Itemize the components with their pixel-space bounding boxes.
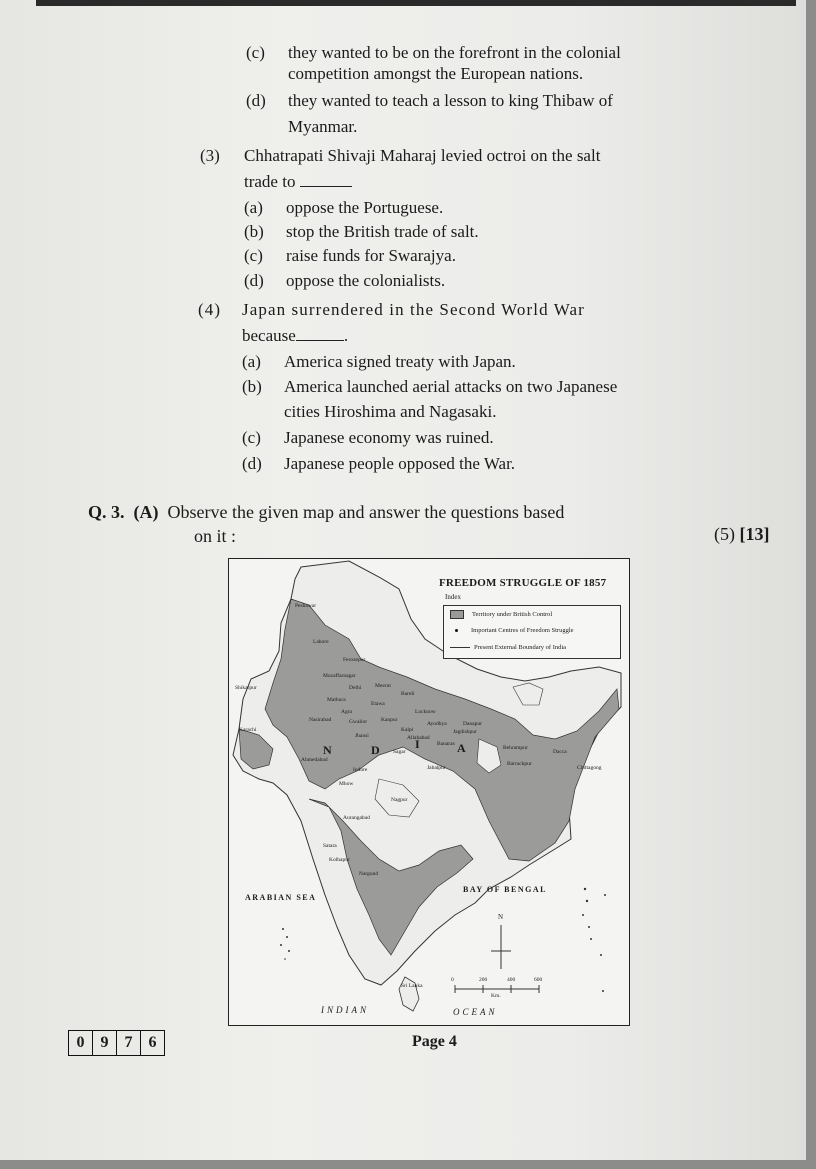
letter-d: D (371, 743, 380, 757)
city-label: Lucknow (415, 709, 436, 715)
city-label: Indore (353, 767, 368, 773)
city-label: Jabalpur (427, 765, 446, 771)
city-label: Shikarpur (235, 685, 257, 691)
prev-option-c: (c) they wanted to be on the forefront in the colonial (246, 43, 621, 62)
scale-tick-200: 200 (479, 977, 488, 983)
ocean-label: OCEAN (453, 1007, 498, 1017)
question-4-cont: because . (242, 326, 349, 345)
city-label: Bareli (401, 691, 415, 697)
bay-of-bengal-label: BAY OF BENGAL (463, 885, 547, 894)
q3-option-c: (c) raise funds for Swarajya. (244, 246, 456, 265)
city-label: Jhansi (355, 733, 369, 739)
city-label: Mhow (339, 781, 354, 787)
city-label: Kanpur (381, 717, 398, 723)
city-label: Peshawar (295, 603, 317, 609)
sri-lanka-label: Sri Lanka (401, 983, 423, 989)
city-label: Meerut (375, 683, 391, 689)
letter-a: A (457, 741, 466, 755)
question-3-cont: trade to (244, 171, 352, 192)
city-label: Kalpi (401, 727, 414, 733)
scale-tick-0: 0 (451, 977, 454, 983)
city-label: Banaras (437, 741, 455, 747)
city-label: Nargund (359, 871, 379, 877)
q4-option-c: (c) Japanese economy was ruined. (242, 428, 494, 447)
section-q3a-cont: on it : (194, 526, 237, 546)
city-label: Mathura (327, 697, 346, 703)
city-label: Nasirabad (309, 717, 332, 723)
section-q3a: Q. 3. (A) Observe the given map and answer the questions based (88, 502, 565, 522)
scale-tick-400: 400 (507, 977, 516, 983)
arabian-sea-label: ARABIAN SEA (245, 893, 317, 902)
city-label: Gwalior (349, 719, 368, 725)
boundary-line-icon (450, 647, 470, 648)
q4-option-b: (b) America launched aerial attacks on two Japanese (242, 377, 618, 396)
city-label: Lahore (313, 639, 329, 645)
answer-blank (296, 325, 344, 341)
indian-label: INDIAN (321, 1005, 369, 1015)
question-4: (4) Japan surrendered in the Second World War (198, 300, 585, 319)
scale-unit: Km. (491, 993, 501, 999)
q3-option-a: (a) oppose the Portuguese. (244, 198, 444, 217)
q3-option-b: (b) stop the British trade of salt. (244, 222, 479, 241)
city-label: Ahmedabad (301, 757, 328, 763)
marks: (5) [13] (714, 524, 770, 544)
prev-option-d: (d) they wanted to teach a lesson to king Thibaw of (246, 91, 613, 110)
city-label: Danapur (463, 721, 482, 727)
prev-option-c-cont: competition amongst the European nations. (288, 64, 584, 83)
city-label: Delhi (349, 685, 362, 691)
q3-option-d: (d) oppose the colonialists. (244, 271, 446, 290)
freedom-struggle-map (228, 558, 630, 1026)
legend-row-territory: Territory under British Control (450, 610, 552, 619)
city-label: Barrackpur (507, 761, 532, 767)
city-label: Chittagong (577, 765, 602, 771)
q4-option-a: (a) America signed treaty with Japan. (242, 352, 516, 371)
map-title: FREEDOM STRUGGLE OF 1857 (439, 577, 607, 589)
city-label: Satara (323, 843, 337, 849)
city-label: Dacca (553, 749, 567, 755)
city-label: Sagar (393, 749, 406, 755)
paper-code: 0 9 7 6 (68, 1030, 165, 1056)
q4-option-b-cont: cities Hiroshima and Nagasaki. (284, 402, 497, 421)
map-legend (443, 605, 621, 659)
city-label: Kolhapur (329, 857, 350, 863)
legend-row-centres: Important Centres of Freedom Struggle (450, 627, 574, 634)
city-label: Muzaffarnagar (323, 673, 356, 679)
city-label: Ferozepur (343, 657, 366, 663)
city-label: Behrampur (503, 745, 528, 751)
city-label: Agra (341, 709, 352, 715)
legend-row-boundary: Present External Boundary of India (450, 644, 566, 651)
territory-swatch (450, 610, 464, 619)
prev-option-d-cont: Myanmar. (288, 117, 358, 136)
q4-option-d: (d) Japanese people opposed the War. (242, 454, 516, 473)
city-label: Nagpur (391, 797, 408, 803)
city-label: Etawa (371, 701, 385, 707)
answer-blank (300, 171, 352, 187)
city-label: Allahabad (407, 735, 430, 741)
map-index-label: Index (445, 593, 461, 601)
letter-n: N (323, 743, 332, 757)
city-label: Jagdishpur (453, 729, 477, 735)
city-label: Ayodhya (427, 721, 447, 727)
page-top-edge (36, 0, 796, 6)
question-3: (3) Chhatrapati Shivaji Maharaj levied octroi on the salt (200, 146, 601, 165)
letter-i: I (415, 737, 420, 751)
centre-dot-icon (455, 629, 458, 632)
north-label: N (498, 913, 504, 921)
city-label: Aurangabad (343, 815, 370, 821)
scale-tick-600: 600 (534, 977, 543, 983)
page-number: Page 4 (412, 1033, 457, 1050)
city-label: Karachi (239, 727, 257, 733)
